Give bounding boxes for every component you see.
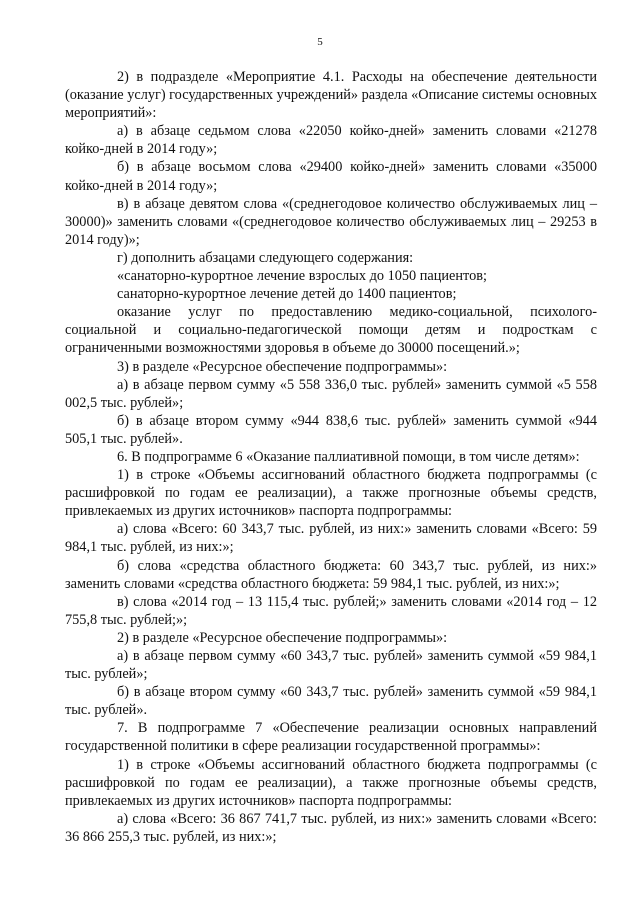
paragraph-6-2b: б) в абзаце втором сумму «60 343,7 тыс. рублей» заменить суммой «59 984,1 тыс. рублей». bbox=[65, 684, 597, 719]
paragraph-quote-children: санаторно-курортное лечение детей до 1400 пациентов; bbox=[117, 286, 457, 303]
paragraph-7-1a: а) слова «Всего: 36 867 741,7 тыс. рублей, из них:» заменить словами «Всего: 36 866 255,3 тыс. рублей, из них:»; bbox=[65, 810, 597, 845]
paragraph-3b: б) в абзаце втором сумму «944 838,6 тыс. рублей» заменить суммой «944 505,1 тыс. рублей». bbox=[65, 412, 597, 447]
paragraph-item-7: 7. В подпрограмме 7 «Обеспечение реализации основных направлений государственной политики в сфере реализации государственной программы»: bbox=[65, 720, 597, 755]
paragraph-2a: а) в абзаце седьмом слова «22050 койко-дней» заменить словами «21278 койко-дней в 2014 году»; bbox=[65, 123, 597, 158]
paragraph-6-1b: б) слова «средства областного бюджета: 60 343,7 тыс. рублей, из них:» заменить словами «средства областного бюджета: 59 984,1 тыс. рублей, из них:»; bbox=[65, 557, 597, 592]
paragraph-7-1: 1) в строке «Объемы ассигнований областного бюджета подпрограммы (с расшифровкой по годам ее реализации), а также прогнозные объемы средств, привлекаемых из других источников» паспорта подпрограммы: bbox=[65, 756, 597, 809]
document-body bbox=[65, 68, 597, 846]
paragraph-item-6: 6. В подпрограмме 6 «Оказание паллиативной помощи, в том числе детям»: bbox=[117, 448, 580, 465]
paragraph-2v: в) в абзаце девятом слова «(среднегодовое количество обслуживаемых лиц – 30000)» заменить словами «(среднегодовое количество обслуживаемых лиц – 29253 в 2014 году)»; bbox=[65, 195, 597, 248]
paragraph-subsection-3: 3) в разделе «Ресурсное обеспечение подпрограммы»: bbox=[117, 358, 448, 375]
paragraph-6-1v: в) слова «2014 год – 13 115,4 тыс. рублей;» заменить словами «2014 год – 12 755,8 тыс. рублей;»; bbox=[65, 593, 597, 628]
paragraph-quote-adults: «санаторно-курортное лечение взрослых до 1050 пациентов; bbox=[117, 268, 487, 285]
paragraph-subsection-2: 2) в подразделе «Мероприятие 4.1. Расходы на обеспечение деятельности (оказание услуг) государственных учреждений» раздела «Описание системы основных мероприятий»: bbox=[65, 69, 597, 122]
paragraph-3a: а) в абзаце первом сумму «5 558 336,0 тыс. рублей» заменить суммой «5 558 002,5 тыс. рублей»; bbox=[65, 376, 597, 411]
paragraph-6-2: 2) в разделе «Ресурсное обеспечение подпрограммы»: bbox=[117, 629, 448, 646]
paragraph-6-1: 1) в строке «Объемы ассигнований областного бюджета подпрограммы (с расшифровкой по годам ее реализации), а также прогнозные объемы средств, привлекаемых из других источников» паспорта подпрограммы: bbox=[65, 467, 597, 520]
paragraph-quote-services: оказание услуг по предоставлению медико-социальной, психолого-социальной и социально-педагогической помощи детям и подросткам с ограниченными возможностями здоровья в объеме до 30000 посещений.»; bbox=[65, 304, 597, 357]
page-number: 5 bbox=[317, 36, 323, 48]
paragraph-2b: б) в абзаце восьмом слова «29400 койко-дней» заменить словами «35000 койко-дней в 2014 году»; bbox=[65, 159, 597, 194]
paragraph-6-2a: а) в абзаце первом сумму «60 343,7 тыс. рублей» заменить суммой «59 984,1 тыс. рублей»; bbox=[65, 648, 597, 683]
paragraph-2g: г) дополнить абзацами следующего содержания: bbox=[117, 249, 414, 266]
paragraph-6-1a: а) слова «Всего: 60 343,7 тыс. рублей, из них:» заменить словами «Всего: 59 984,1 тыс. рублей, из них:»; bbox=[65, 521, 597, 556]
